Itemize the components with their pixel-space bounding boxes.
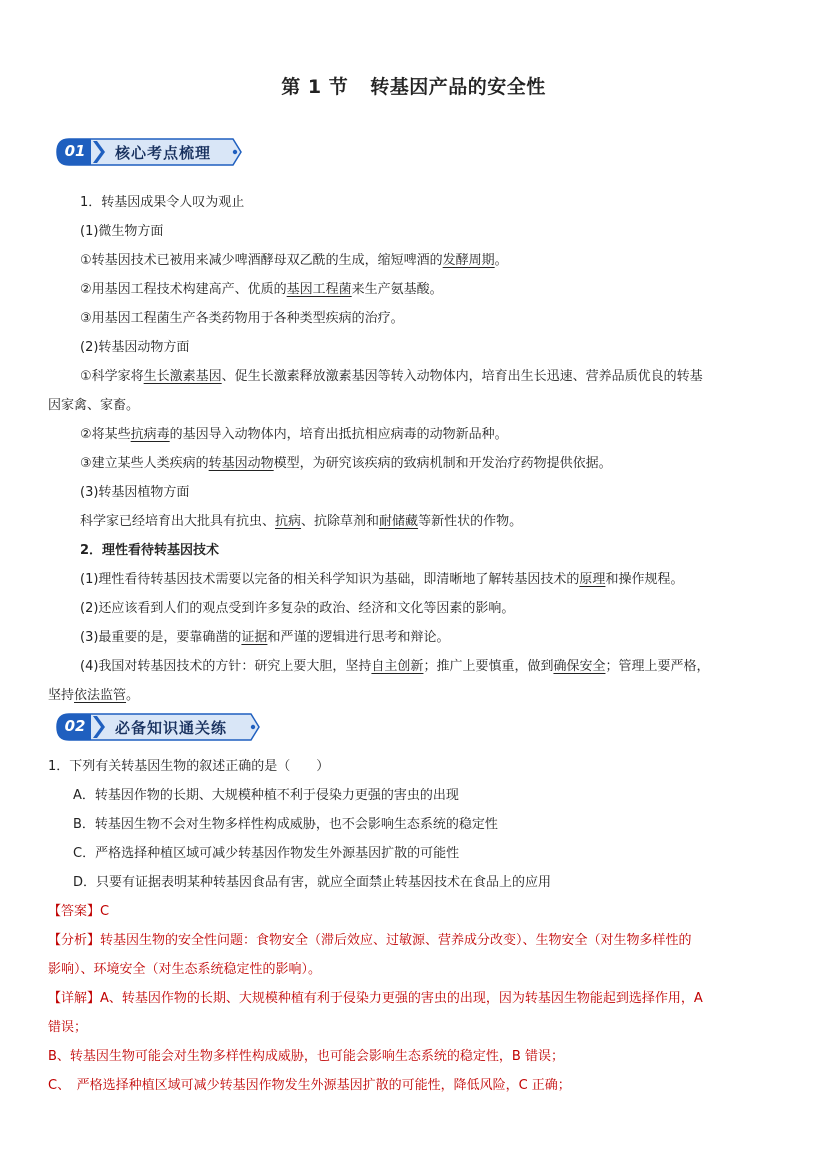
animal-item-3: ③建立某些人类疾病的转基因动物模型，为研究该疾病的致病机制和开发治疗药物提供依据。 [80,456,612,471]
heading-1: 1．转基因成果令人叹为观止 [80,195,245,210]
detail-a-cont: 错误； [48,1020,88,1035]
banner-label: 必备知识通关练 [115,719,228,737]
banner-label: 核心考点梳理 [115,144,212,162]
heading-2: 2．理性看待转基因技术 [80,543,220,558]
option-b: B．转基因生物不会对生物多样性构成威胁，也不会影响生态系统的稳定性 [73,817,498,832]
animal-item-1-cont: 因家禽、家畜。 [48,398,140,413]
rational-item-4: (4)我国对转基因技术的方针：研究上要大胆，坚持自主创新；推广上要慎重，做到确保安全；管理上要严格， [80,659,710,674]
rational-item-4-cont: 坚持依法监管。 [48,688,140,703]
subheading-plant: (3)转基因植物方面 [80,485,190,500]
page-title [0,72,827,99]
section-number: 第 1 节 [281,76,349,98]
rational-item-2: (2)还应该看到人们的观点受到许多复杂的政治、经济和文化等因素的影响。 [80,601,515,616]
banner-number: 01 [64,142,86,160]
banner-core-points [55,137,245,167]
option-a: A．转基因作物的长期、大规模种植不利于侵染力更强的害虫的出现 [73,788,459,803]
detail-c: C、 严格选择种植区域可减少转基因作物发生外源基因扩散的可能性，降低风险，C 正确； [48,1078,571,1093]
analysis: 【分析】转基因生物的安全性问题：食物安全（滞后效应、过敏源、营养成分改变）、生物安全（对生物多样性的 [48,933,692,948]
analysis-cont: 影响）、环境安全（对生态系统稳定性的影响）。 [48,962,322,977]
detail-a: 【详解】A、转基因作物的长期、大规模种植有利于侵染力更强的害虫的出现，因为转基因生物能起到选择作用，A [48,991,703,1006]
option-d: D．只要有证据表明某种转基因食品有害，就应全面禁止转基因技术在食品上的应用 [73,875,552,890]
banner-practice [55,712,265,742]
answer: 【答案】C [48,904,110,919]
microbe-item-3: ③用基因工程菌生产各类药物用于各种类型疾病的治疗。 [80,311,404,326]
subheading-microbe: (1)微生物方面 [80,224,164,239]
plant-item-1: 科学家已经培育出大批具有抗虫、抗病、抗除草剂和耐储藏等新性状的作物。 [80,514,523,529]
rational-item-3: (3)最重要的是，要靠确凿的证据和严谨的逻辑进行思考和辩论。 [80,630,450,645]
animal-item-2: ②将某些抗病毒的基因导入动物体内，培育出抵抗相应病毒的动物新品种。 [80,427,508,442]
core-points-content [48,188,780,710]
rational-item-1: (1)理性看待转基因技术需要以完备的相关科学知识为基础，即清晰地了解转基因技术的原理和操作规程。 [80,572,684,587]
microbe-item-2: ②用基因工程技术构建高产、优质的基因工程菌来生产氨基酸。 [80,282,443,297]
microbe-item-1: ①转基因技术已被用来减少啤酒酵母双乙酰的生成，缩短啤酒的发酵周期。 [80,253,508,268]
question-block [48,752,780,1100]
banner-number: 02 [64,717,86,735]
option-c: C．严格选择种植区域可减少转基因作物发生外源基因扩散的可能性 [73,846,460,861]
question-stem: 1．下列有关转基因生物的叙述正确的是（ ） [48,759,330,774]
section-name: 转基因产品的安全性 [370,76,546,98]
animal-item-1: ①科学家将生长激素基因、促生长激素释放激素基因等转入动物体内，培育出生长迅速、营养品质优良的转基 [80,369,703,384]
subheading-animal: (2)转基因动物方面 [80,340,190,355]
detail-b: B、转基因生物可能会对生物多样性构成威胁，也可能会影响生态系统的稳定性，B 错误； [48,1049,564,1064]
